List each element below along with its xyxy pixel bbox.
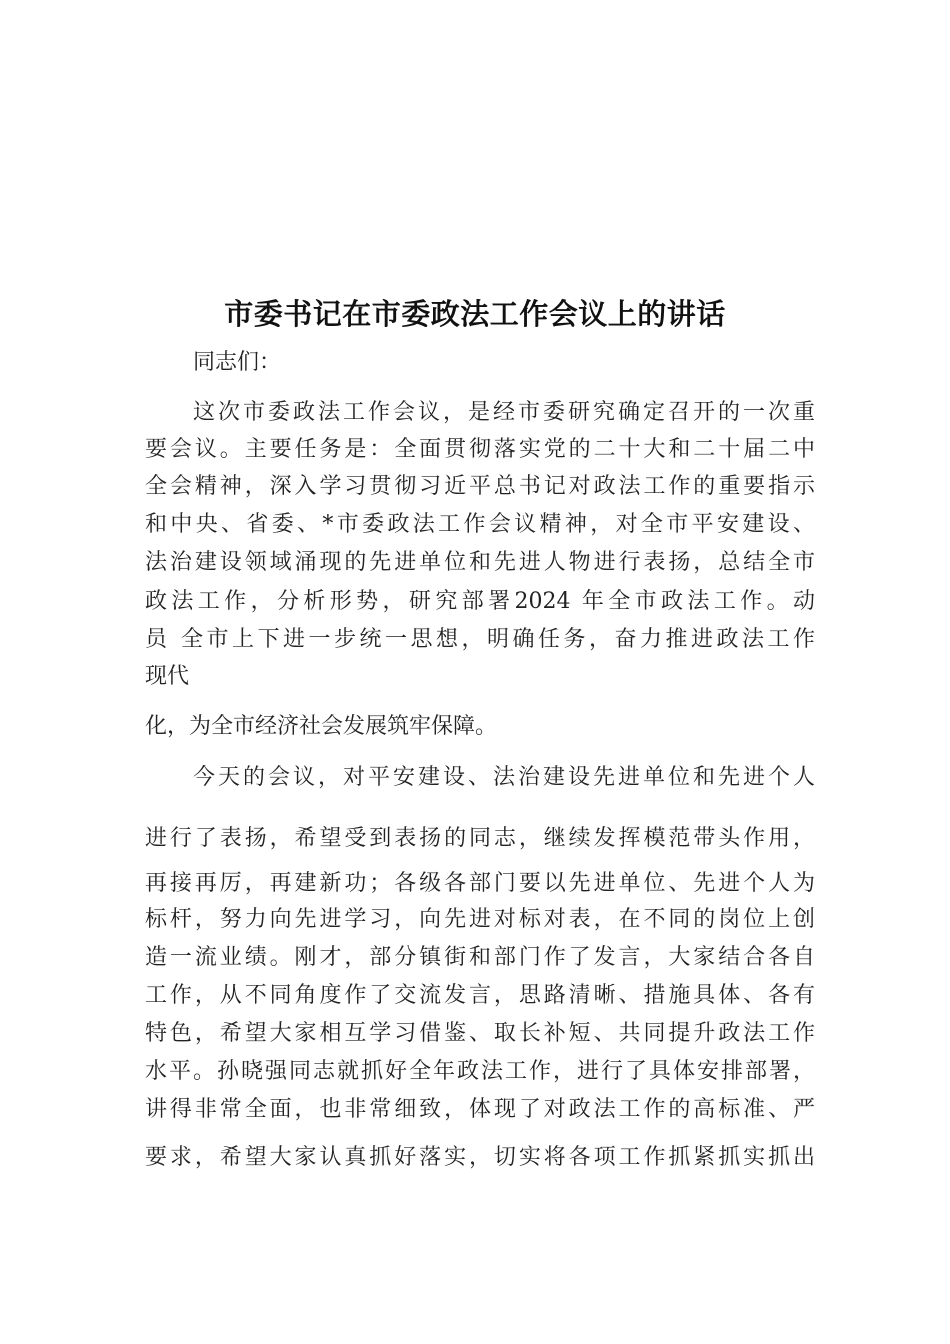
paragraph-line: 和中央、省委、*市委政法工作会议精神，对全市平安建设、: [145, 512, 815, 537]
paragraph-line: 今天的会议，对平安建设、法治建设先进单位和先进个人: [193, 765, 815, 790]
paragraph-line: 政法工作，分析形势，研究部署2024 年全市政法工作。动: [145, 589, 815, 614]
paragraph-line: 工作，从不同角度作了交流发言，思路清晰、措施具体、各有: [145, 983, 815, 1008]
paragraph-line: 再接再厉，再建新功；各级各部门要以先进单位、先进个人为: [145, 871, 815, 896]
paragraph-line: 法治建设领域涌现的先进单位和先进人物进行表扬，总结全市: [145, 550, 815, 575]
paragraph-line: 要求，希望大家认真抓好落实，切实将各项工作抓紧抓实抓出: [145, 1145, 815, 1170]
paragraph-line: 进行了表扬，希望受到表扬的同志，继续发挥模范带头作用，: [145, 826, 815, 851]
paragraph-line: 讲得非常全面，也非常细致，体现了对政法工作的高标准、严: [145, 1097, 815, 1122]
paragraph-line: 特色，希望大家相互学习借鉴、取长补短、共同提升政法工作: [145, 1021, 815, 1046]
paragraph-line: 员 全市上下进一步统一思想，明确任务，奋力推进政法工作: [145, 627, 815, 652]
paragraph-line: 标杆，努力向先进学习，向先进对标对表，在不同的岗位上创: [145, 907, 815, 932]
salutation: 同志们：: [193, 350, 282, 375]
paragraph-line: 化，为全市经济社会发展筑牢保障。: [145, 714, 498, 739]
paragraph-line: 这次市委政法工作会议，是经市委研究确定召开的一次重: [193, 400, 815, 425]
paragraph-line: 造一流业绩。刚才，部分镇街和部门作了发言，大家结合各自: [145, 945, 815, 970]
paragraph-line: 要会议。主要任务是：全面贯彻落实党的二十大和二十届二中: [145, 437, 815, 462]
paragraph-line: 全会精神，深入学习贯彻习近平总书记对政法工作的重要指示: [145, 474, 815, 499]
paragraph-line: 水平。孙晓强同志就抓好全年政法工作，进行了具体安排部署，: [145, 1059, 815, 1084]
paragraph-line: 现代: [145, 664, 190, 689]
document-title: 市委书记在市委政法工作会议上的讲话: [224, 297, 726, 331]
